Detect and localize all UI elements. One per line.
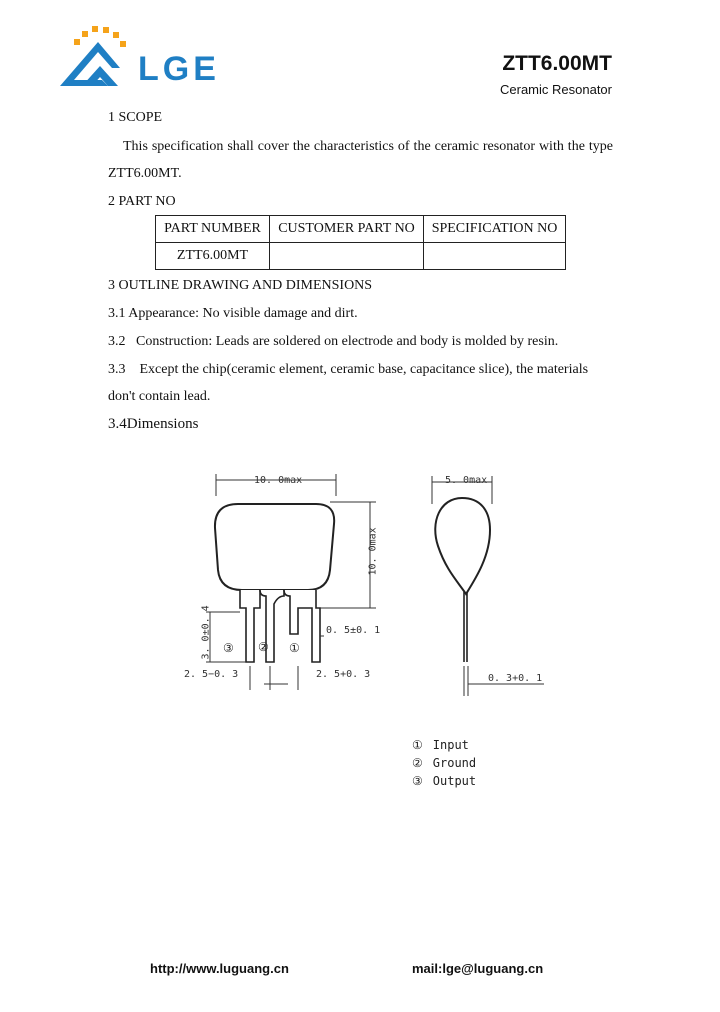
table-header-cell: CUSTOMER PART NO	[270, 216, 424, 243]
height-dimension-label: 10. 0max	[367, 527, 379, 576]
table-header-row	[156, 216, 566, 243]
dimensions-heading: 3.4Dimensions	[108, 416, 199, 432]
construction-text: 3.2 Construction: Leads are soldered on electrode and body is molded by resin.	[108, 334, 559, 349]
legend-item	[412, 736, 476, 754]
table-header-cell: SPECIFICATION NO	[424, 216, 566, 243]
legend-label: Ground	[432, 756, 477, 770]
outline-heading: 3 OUTLINE DRAWING AND DIMENSIONS	[108, 278, 373, 293]
resonator-body	[215, 504, 334, 590]
legend-label: Input	[432, 738, 469, 752]
thickness-dimension-label: 5. 0max	[445, 475, 488, 486]
legend-label: Output	[432, 774, 477, 788]
part-no-heading: 2 PART NO	[108, 194, 176, 209]
part-number-table	[155, 215, 566, 270]
table-row	[156, 243, 566, 270]
legend-item	[412, 772, 476, 790]
pin-legend	[412, 736, 476, 790]
table-cell	[424, 243, 566, 270]
pin-mark-2: ②	[258, 640, 269, 654]
appearance-text: 3.1 Appearance: No visible damage and dirt.	[108, 306, 358, 321]
side-view-drawing	[420, 470, 560, 700]
legend-mark: ①	[412, 738, 423, 752]
footer-website[interactable]: http://www.luguang.cn	[150, 961, 289, 976]
side-profile-body	[435, 498, 490, 594]
table-header-cell: PART NUMBER	[156, 216, 270, 243]
pin-mark-1: ①	[289, 641, 300, 655]
materials-text: 3.3 Except the chip(ceramic element, ceramic base, capacitance slice), the materials don't contain lead.	[108, 362, 592, 404]
lead-length-label: 3. 0±0. 4	[200, 605, 212, 660]
lead-thickness-label: 0. 3+0. 1	[488, 673, 543, 684]
legend-item	[412, 754, 476, 772]
footer-email[interactable]: mail:lge@luguang.cn	[412, 961, 544, 976]
scope-text: This specification shall cover the characteristics of the ceramic resonator with the type ZTT6.00MT.	[108, 139, 613, 181]
company-logo	[58, 22, 248, 94]
width-dimension-label: 10. 0max	[254, 475, 303, 486]
pin-mark-3: ③	[223, 641, 234, 655]
logo-text: LGE	[138, 50, 220, 88]
table-cell: ZTT6.00MT	[156, 243, 270, 270]
logo-mark-icon	[58, 22, 138, 94]
scope-heading: 1 SCOPE	[108, 110, 163, 125]
legend-mark: ③	[412, 774, 423, 788]
legend-mark: ②	[412, 756, 423, 770]
part-subtitle: Ceramic Resonator	[500, 82, 612, 97]
part-title: ZTT6.00MT	[502, 52, 612, 75]
table-cell	[270, 243, 424, 270]
pitch-left-label: 2. 5−0. 3	[184, 669, 239, 680]
lead-width-label: 0. 5±0. 1	[326, 625, 381, 636]
pitch-right-label: 2. 5+0. 3	[316, 669, 371, 680]
